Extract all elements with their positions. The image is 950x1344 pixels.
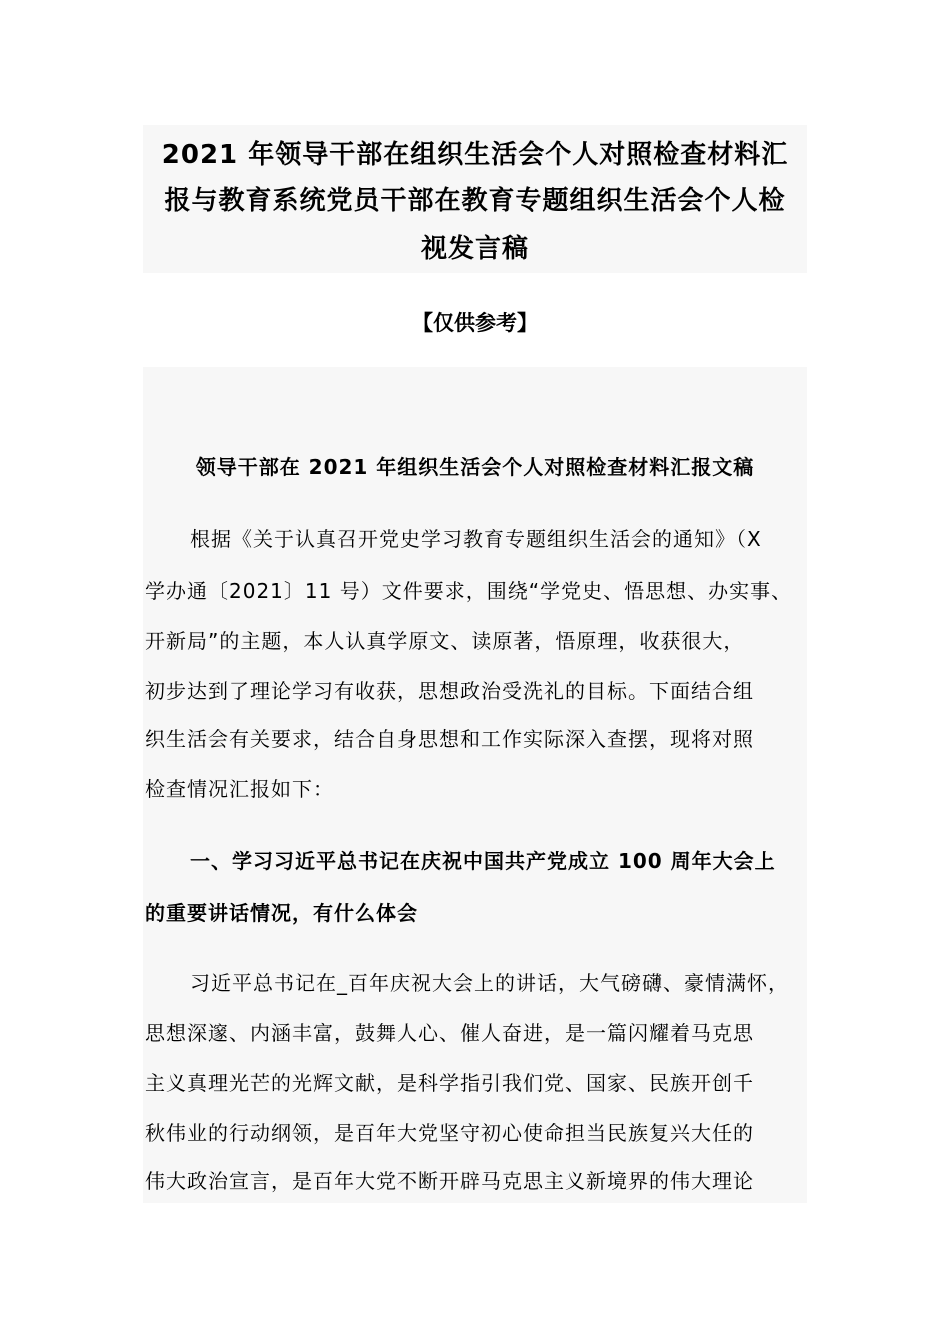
paragraph-2-line-5: 伟大政治宣言，是百年大党不断开辟马克思主义新境界的伟大理论 [145,1169,754,1193]
paragraph-2-line-1: 习近平总书记在_百年庆祝大会上的讲话，大气磅礴、豪情满怀， [190,971,789,995]
document-title-line-1: 2021 年领导干部在组织生活会个人对照检查材料汇 [161,140,789,170]
paragraph-2-line-2: 思想深邃、内涵丰富，鼓舞人心、催人奋进，是一篇闪耀着马克思 [145,1021,754,1045]
paragraph-1-line-4: 初步达到了理论学习有收获，思想政治受洗礼的目标。下面结合组 [145,679,754,703]
title-block [143,125,807,273]
paragraph-1-line-1: 根据《关于认真召开党史学习教育专题组织生活会的通知》（X [190,527,762,551]
paragraph-1-line-2: 学办通〔2021〕11 号）文件要求，围绕“学党史、悟思想、办实事、 [145,579,793,603]
subheading-1-line-1: 一、学习习近平总书记在庆祝中国共产党成立 100 周年大会上 [190,849,776,873]
paragraph-1-line-6: 检查情况汇报如下： [145,777,334,801]
document-title-line-2: 报与教育系统党员干部在教育专题组织生活会个人检 [164,186,786,216]
reference-note: 【仅供参考】 [412,311,538,335]
document-title-line-3: 视发言稿 [420,234,529,264]
paragraph-1-line-5: 织生活会有关要求，结合自身思想和工作实际深入查摆，现将对照 [145,727,754,751]
paragraph-2-line-4: 秋伟业的行动纲领，是百年大党坚守初心使命担当民族复兴大任的 [145,1121,754,1145]
paragraph-1-line-3: 开新局”的主题，本人认真学原文、读原著，悟原理，收获很大， [145,629,745,653]
paragraph-2-line-3: 主义真理光芒的光辉文献，是科学指引我们党、国家、民族开创千 [145,1071,754,1095]
section-heading: 领导干部在 2021 年组织生活会个人对照检查材料汇报文稿 [195,455,755,479]
subheading-1-line-2: 的重要讲话情况，有什么体会 [145,901,418,925]
